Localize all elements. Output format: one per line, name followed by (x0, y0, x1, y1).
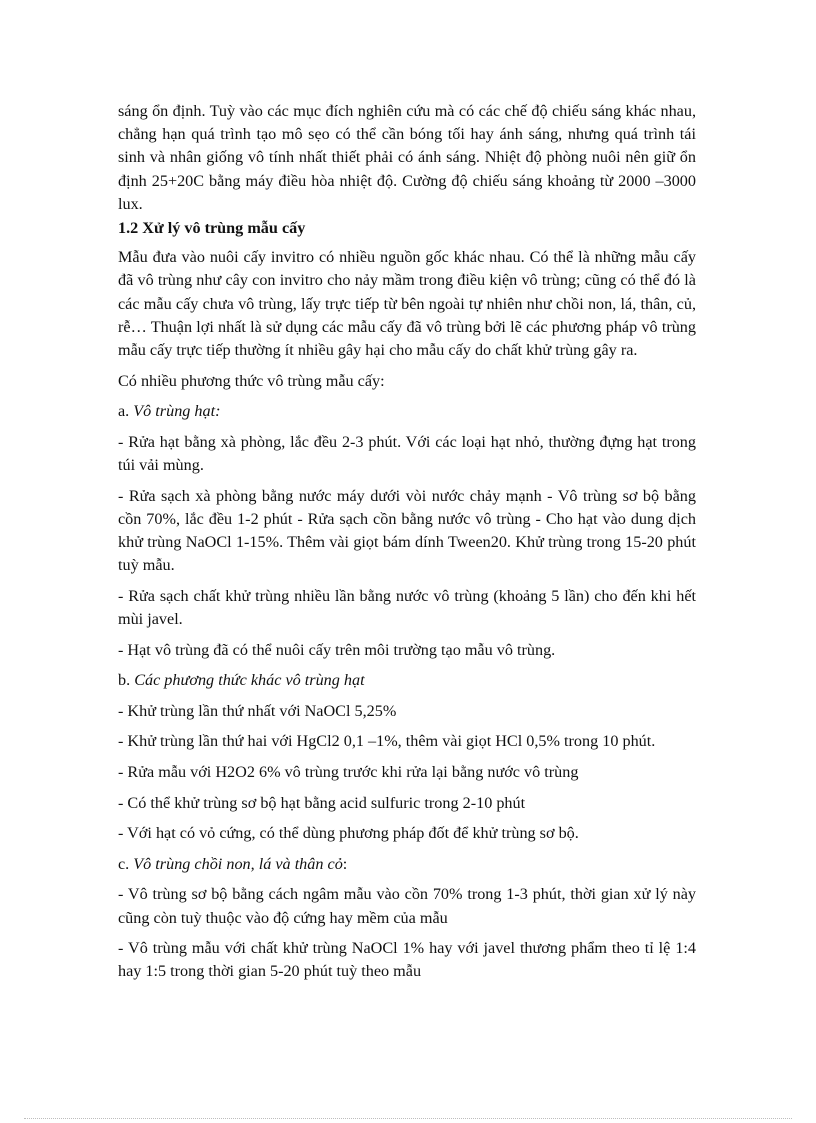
subsection-b-heading (118, 669, 696, 692)
intro-paragraph: sáng ổn định. Tuỳ vào các mục đích nghiên cứu mà có các chế độ chiếu sáng khác nhau, chẳng hạn quá trình tạo mô sẹo có thể cần bóng tối hay ánh sáng, nhưng quá trình tái sinh và nhân giống vô tính nhất thiết phải có ánh sáng. Nhiệt độ phòng nuôi nên giữ ổn định 25+20C bằng máy điều hòa nhiệt độ. Cường độ chiếu sáng khoảng từ 2000 –3000 lux. (118, 102, 696, 213)
list-item: - Rửa sạch chất khử trùng nhiều lần bằng nước vô trùng (khoảng 5 lần) cho đến khi hết mùi javel. (118, 586, 696, 629)
list-item: - Rửa mẫu với H2O2 6% vô trùng trước khi rửa lại bằng nước vô trùng (118, 762, 579, 781)
methods-intro: Có nhiều phương thức vô trùng mẫu cấy: (118, 371, 385, 390)
list-item: - Có thể khử trùng sơ bộ hạt bằng acid sulfuric trong 2-10 phút (118, 793, 526, 812)
list-item: - Rửa sạch xà phòng bằng nước máy dưới vòi nước chảy mạnh - Vô trùng sơ bộ bằng cồn 70%, lắc đều 1-2 phút - Rửa sạch cồn bằng nước vô trùng - Cho hạt vào dung dịch khử trùng NaOCl 1-15%. Thêm vài giọt bám dính Tween20. Khử trùng trong 15-20 phút tuỳ mẫu. (118, 486, 696, 575)
list-item: - Với hạt có vỏ cứng, có thể dùng phương pháp đốt để khử trùng sơ bộ. (118, 824, 579, 843)
list-item: - Vô trùng mẫu với chất khử trùng NaOCl 1% hay với javel thương phẩm theo tỉ lệ 1:4 hay 1:5 trong thời gian 5-20 phút tuỳ theo mẫu (118, 939, 696, 981)
list-item: - Hạt vô trùng đã có thể nuôi cấy trên môi trường tạo mẫu vô trùng. (118, 640, 556, 659)
subsection-a-heading (118, 400, 696, 423)
section-paragraph: Mẫu đưa vào nuôi cấy invitro có nhiều nguồn gốc khác nhau. Có thể là những mẫu cấy đã vô trùng như cây con invitro cho nảy mầm trong điều kiện vô trùng; cũng có thể đó là các mẫu cấy chưa vô trùng, lấy trực tiếp từ bên ngoài tự nhiên như chồi non, lá, thân, củ, rễ… Thuận lợi nhất là sử dụng các mẫu cấy đã vô trùng bởi lẽ các phương pháp vô trùng mẫu cấy trực tiếp thường ít nhiều gây hại cho mẫu cấy do chất khử trùng gây ra. (118, 248, 696, 360)
list-item: - Khử trùng lần thứ hai với HgCl2 0,1 –1%, thêm vài giọt HCl 0,5% trong 10 phút. (118, 732, 656, 751)
subsection-c-heading (118, 853, 696, 876)
list-item: - Rửa hạt bằng xà phòng, lắc đều 2-3 phút. Với các loại hạt nhỏ, thường đựng hạt trong túi vải mùng. (118, 432, 696, 475)
subsection-c-suffix: : (342, 854, 348, 873)
page-bottom-divider (24, 1118, 792, 1119)
subsection-c-title: Vô trùng chồi non, lá và thân cỏ (133, 854, 343, 873)
list-item: - Khử trùng lần thứ nhất với NaOCl 5,25% (118, 701, 397, 720)
document-page (118, 100, 696, 991)
subsection-b-marker: b. (118, 671, 135, 690)
subsection-b-title: Các phương thức khác vô trùng hạt (134, 671, 365, 690)
subsection-a-title: Vô trùng hạt: (133, 402, 221, 421)
list-item: - Vô trùng sơ bộ bằng cách ngâm mẫu vào cồn 70% trong 1-3 phút, thời gian xử lý này cũng còn tuỳ thuộc vào độ cứng hay mềm của mẫu (118, 885, 696, 927)
section-heading: 1.2 Xử lý vô trùng mẫu cấy (118, 219, 306, 238)
subsection-a-marker: a. (118, 402, 134, 421)
subsection-c-marker: c. (118, 854, 134, 873)
